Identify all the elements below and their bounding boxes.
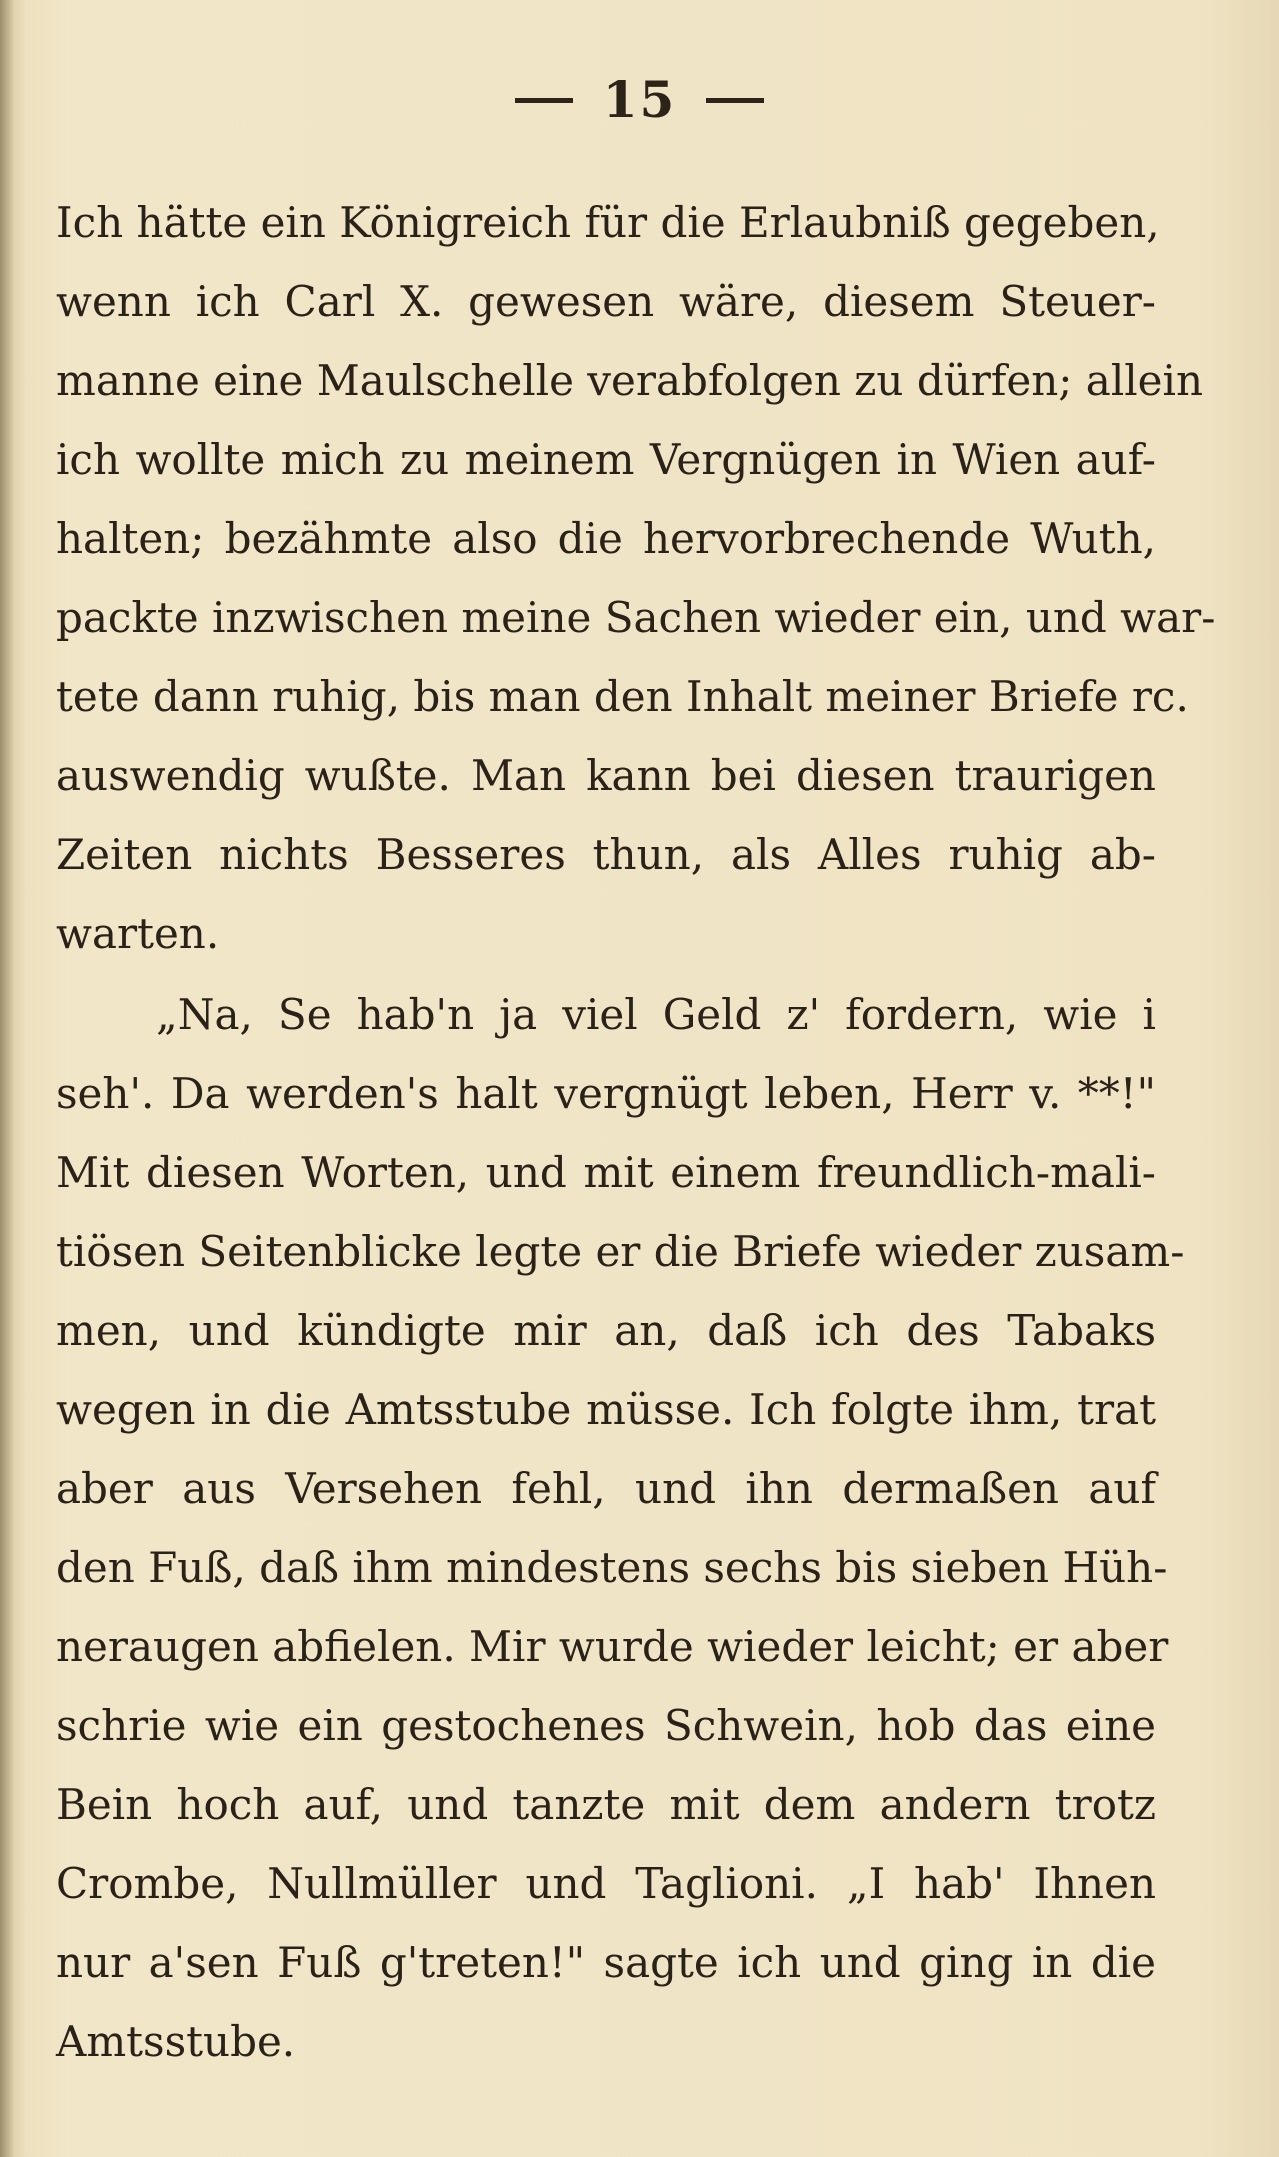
page-header: [0, 70, 1279, 129]
text-line: tete dann ruhig, bis man den Inhalt meiner Briefe rc.: [56, 672, 1189, 721]
text-line: halten; bezähmte also die hervorbrechende Wuth,: [56, 514, 1156, 563]
page-number: 15: [602, 70, 677, 129]
text-line: den Fuß, daß ihm mindestens sechs bis sieben Hüh-: [56, 1543, 1168, 1592]
text-line: Zeiten nichts Besseres thun, als Alles ruhig ab-: [56, 830, 1156, 879]
book-spine-shadow: [0, 0, 14, 2157]
paragraph: [56, 975, 1185, 2081]
text-line: Ich hätte ein Königreich für die Erlaubniß gegeben,: [56, 198, 1160, 247]
text-line: ich wollte mich zu meinem Vergnügen in Wien auf-: [56, 435, 1156, 484]
text-line: wegen in die Amtsstube müsse. Ich folgte ihm, trat: [56, 1385, 1156, 1434]
text-line: men, und kündigte mir an, daß ich des Tabaks: [56, 1306, 1156, 1355]
text-line: Mit diesen Worten, und mit einem freundlich-mali-: [56, 1148, 1156, 1197]
text-line: warten.: [56, 909, 220, 958]
text-line: tiösen Seitenblicke legte er die Briefe wieder zusam-: [56, 1227, 1185, 1276]
paragraph: [56, 183, 1216, 973]
text-line: packte inzwischen meine Sachen wieder ein, und war-: [56, 593, 1216, 642]
text-line: auswendig wußte. Man kann bei diesen traurigen: [56, 751, 1156, 800]
text-line: nur a'sen Fuß g'treten!" sagte ich und ging in die: [56, 1938, 1156, 1987]
text-line: „Na, Se hab'n ja viel Geld z' fordern, wie i: [156, 990, 1156, 1039]
header-dash-right: [706, 98, 764, 103]
text-line: schrie wie ein gestochenes Schwein, hob das eine: [56, 1701, 1156, 1750]
text-line: manne eine Maulschelle verabfolgen zu dürfen; allein: [56, 356, 1204, 405]
text-line: wenn ich Carl X. gewesen wäre, diesem Steuer-: [56, 277, 1156, 326]
text-line: seh'. Da werden's halt vergnügt leben, Herr v. **!": [56, 1069, 1156, 1118]
text-line: Crombe, Nullmüller und Taglioni. „I hab' Ihnen: [56, 1859, 1156, 1908]
text-line: Bein hoch auf, und tanzte mit dem andern trotz: [56, 1780, 1156, 1829]
text-line: aber aus Versehen fehl, und ihn dermaßen auf: [56, 1464, 1156, 1513]
body-text: [56, 183, 1216, 2081]
text-line: Amtsstube.: [56, 2017, 296, 2066]
header-dash-left: [515, 98, 573, 103]
text-line: neraugen abfielen. Mir wurde wieder leicht; er aber: [56, 1622, 1169, 1671]
